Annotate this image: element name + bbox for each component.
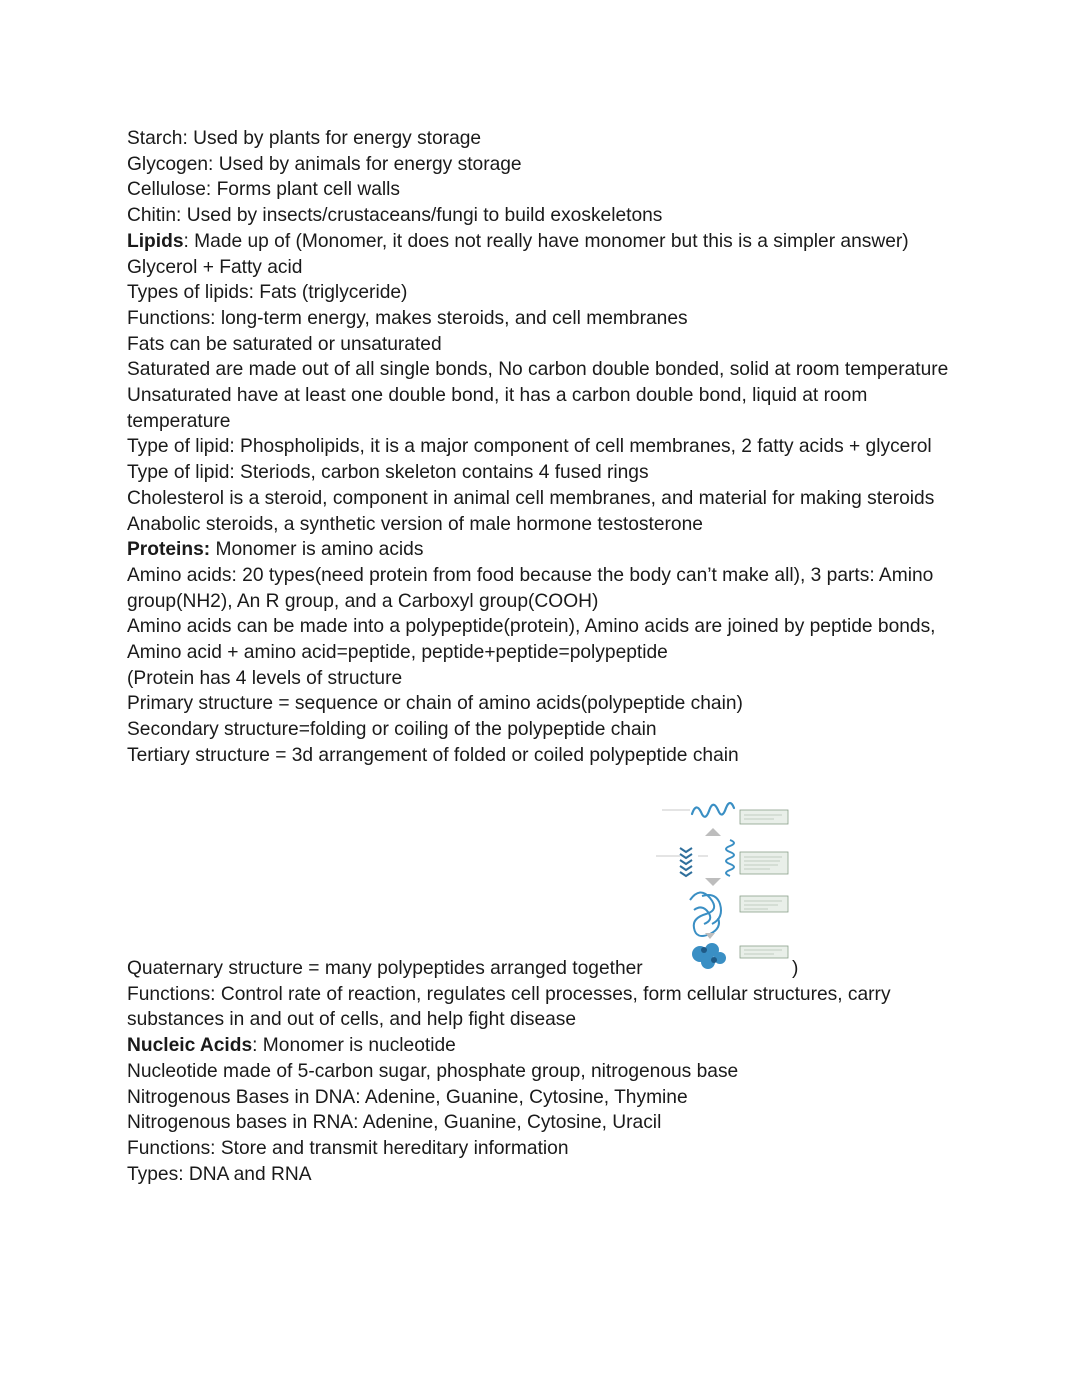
note-text: Nucleotide made of 5-carbon sugar, phosphate group, nitrogenous base bbox=[127, 1060, 739, 1082]
note-text: Type of lipid: Steriods, carbon skeleton contains 4 fused rings bbox=[127, 462, 649, 484]
note-text: : Monomer is nucleotide bbox=[252, 1035, 456, 1057]
note-line bbox=[127, 1110, 957, 1136]
note-text: Unsaturated have at least one double bond, it has a carbon double bond, liquid at room temperature bbox=[127, 385, 868, 432]
note-line bbox=[127, 512, 957, 538]
note-text: Chitin: Used by insects/crustaceans/fungi to build exoskeletons bbox=[127, 205, 663, 227]
note-heading: Lipids bbox=[127, 230, 184, 252]
note-line bbox=[127, 280, 957, 306]
note-text: Glycogen: Used by animals for energy storage bbox=[127, 153, 522, 175]
note-line bbox=[127, 434, 957, 460]
note-line bbox=[127, 357, 957, 383]
note-text: Types: DNA and RNA bbox=[127, 1163, 312, 1185]
note-line bbox=[127, 982, 957, 1033]
note-text: Secondary structure=folding or coiling of the polypeptide chain bbox=[127, 719, 657, 741]
note-line bbox=[127, 383, 957, 434]
note-heading: Proteins: bbox=[127, 539, 211, 561]
note-heading: Nucleic Acids bbox=[127, 1035, 253, 1057]
note-text: Tertiary structure = 3d arrangement of folded or coiled polypeptide chain bbox=[127, 744, 739, 766]
note-text: Type of lipid: Phospholipids, it is a major component of cell membranes, 2 fatty acids + glycerol bbox=[127, 436, 932, 458]
note-text: (Protein has 4 levels of structure bbox=[127, 667, 403, 689]
note-text: Cellulose: Forms plant cell walls bbox=[127, 179, 400, 201]
notes-block-top bbox=[127, 126, 957, 769]
note-line bbox=[127, 563, 957, 614]
note-line bbox=[127, 203, 957, 229]
note-text: Starch: Used by plants for energy storage bbox=[127, 128, 482, 149]
note-line bbox=[127, 1136, 957, 1162]
note-line bbox=[127, 486, 957, 512]
note-text: Primary structure = sequence or chain of amino acids(polypeptide chain) bbox=[127, 693, 743, 715]
note-line bbox=[127, 229, 957, 255]
note-line bbox=[127, 537, 957, 563]
note-line bbox=[127, 614, 957, 665]
note-line bbox=[127, 666, 957, 692]
note-text: Amino acids: 20 types(need protein from food because the body can’t make all), 3 parts: Amino group(NH2), An R group, and a Carboxyl group(COOH) bbox=[127, 564, 934, 612]
note-line bbox=[127, 306, 957, 332]
note-line bbox=[127, 1162, 957, 1188]
note-text: : Made up of (Monomer, it does not really have monomer but this is a simpler answer) bbox=[183, 230, 909, 252]
note-line bbox=[127, 177, 957, 203]
protein-structure-figure bbox=[650, 800, 795, 972]
protein-structure-levels-icon bbox=[650, 800, 795, 972]
note-text: Saturated are made out of all single bonds, No carbon double bonded, solid at room temperature bbox=[127, 359, 949, 381]
note-line bbox=[127, 332, 957, 358]
note-text: Functions: long-term energy, makes steroids, and cell membranes bbox=[127, 307, 688, 329]
note-text: Nitrogenous bases in RNA: Adenine, Guanine, Cytosine, Uracil bbox=[127, 1112, 662, 1134]
notes-block-bottom bbox=[127, 956, 957, 1187]
note-text: Types of lipids: Fats (triglyceride) bbox=[127, 282, 408, 304]
note-line bbox=[127, 460, 957, 486]
note-line bbox=[127, 956, 957, 982]
note-line bbox=[127, 717, 957, 743]
note-text: Glycerol + Fatty acid bbox=[127, 256, 303, 278]
note-text: Anabolic steroids, a synthetic version of male hormone testosterone bbox=[127, 513, 703, 535]
note-line bbox=[127, 255, 957, 281]
note-text: Fats can be saturated or unsaturated bbox=[127, 333, 442, 355]
note-text: Quaternary structure = many polypeptides arranged together bbox=[127, 958, 643, 979]
note-line bbox=[127, 152, 957, 178]
note-text: Nitrogenous Bases in DNA: Adenine, Guanine, Cytosine, Thymine bbox=[127, 1086, 688, 1108]
note-line bbox=[127, 691, 957, 717]
note-line bbox=[127, 743, 957, 769]
note-text: Functions: Store and transmit hereditary information bbox=[127, 1137, 569, 1159]
note-text: Monomer is amino acids bbox=[210, 539, 424, 561]
note-text: Amino acids can be made into a polypeptide(protein), Amino acids are joined by peptide bonds, Amino acid + amino acid=peptide, peptide+peptide=polypeptide bbox=[127, 616, 936, 664]
note-text: Cholesterol is a steroid, component in animal cell membranes, and material for making steroids bbox=[127, 487, 935, 509]
note-line bbox=[127, 1033, 957, 1059]
note-line bbox=[127, 1059, 957, 1085]
closing-parenthesis: ) bbox=[792, 958, 799, 979]
note-text: Functions: Control rate of reaction, regulates cell processes, form cellular structures, carry substances in and out of cells, and help fight disease bbox=[127, 983, 891, 1031]
note-line bbox=[127, 1085, 957, 1111]
note-line bbox=[127, 126, 957, 152]
